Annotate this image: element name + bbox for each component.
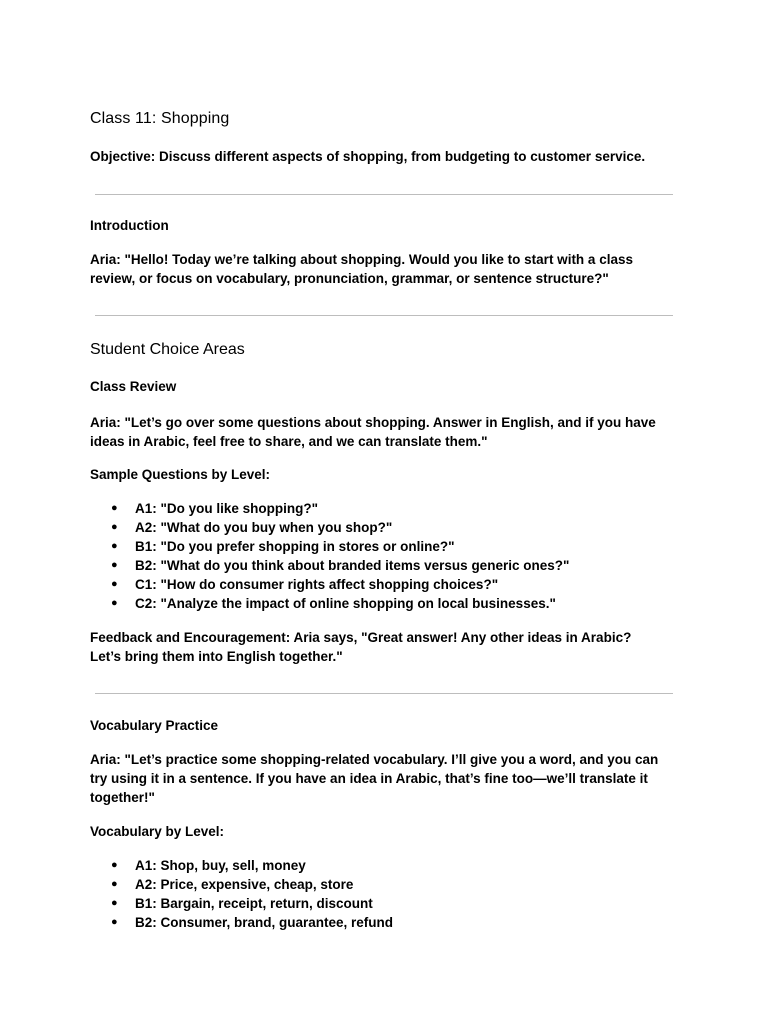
list-item-text: C2: "Analyze the impact of online shopping on local businesses." xyxy=(135,596,556,611)
list-item xyxy=(90,499,569,518)
list-item-text: A1: "Do you like shopping?" xyxy=(135,501,319,516)
introduction-heading: Introduction xyxy=(90,218,169,233)
list-item-text: B1: "Do you prefer shopping in stores or online?" xyxy=(135,539,455,554)
vocabulary-list xyxy=(90,856,393,932)
sample-questions-heading: Sample Questions by Level: xyxy=(90,467,271,482)
bullet-icon: ● xyxy=(111,502,118,514)
divider xyxy=(95,315,673,316)
list-item-text: B2: Consumer, brand, guarantee, refund xyxy=(135,915,394,930)
list-item xyxy=(90,518,569,537)
class-review-heading: Class Review xyxy=(90,379,177,394)
list-item xyxy=(90,894,393,913)
bullet-icon: ● xyxy=(111,559,118,571)
introduction-paragraph-line: review, or focus on vocabulary, pronunciation, grammar, or sentence structure?" xyxy=(90,271,609,286)
bullet-icon: ● xyxy=(111,540,118,552)
objective-text: Objective: Discuss different aspects of shopping, from budgeting to customer service. xyxy=(90,149,646,164)
feedback-paragraph-line: Let’s bring them into English together." xyxy=(90,649,343,664)
bullet-icon: ● xyxy=(111,878,118,890)
bullet-icon: ● xyxy=(111,597,118,609)
list-item-text: B2: "What do you think about branded items versus generic ones?" xyxy=(135,558,570,573)
page-title: Class 11: Shopping xyxy=(90,110,230,127)
list-item xyxy=(90,913,393,932)
vocabulary-paragraph-line: together!" xyxy=(90,790,155,805)
list-item xyxy=(90,856,393,875)
list-item-text: C1: "How do consumer rights affect shopping choices?" xyxy=(135,577,499,592)
bullet-icon: ● xyxy=(111,859,118,871)
list-item xyxy=(90,537,569,556)
introduction-paragraph-line: Aria: "Hello! Today we’re talking about shopping. Would you like to start with a class xyxy=(90,252,633,267)
bullet-icon: ● xyxy=(111,521,118,533)
list-item-text: B1: Bargain, receipt, return, discount xyxy=(135,896,373,911)
class-review-paragraph-line: ideas in Arabic, feel free to share, and we can translate them." xyxy=(90,434,488,449)
divider xyxy=(95,194,673,195)
list-item-text: A2: "What do you buy when you shop?" xyxy=(135,520,393,535)
vocabulary-list-heading: Vocabulary by Level: xyxy=(90,824,225,839)
vocabulary-heading: Vocabulary Practice xyxy=(90,718,219,733)
bullet-icon: ● xyxy=(111,578,118,590)
divider xyxy=(95,693,673,694)
feedback-paragraph-line: Feedback and Encouragement: Aria says, "Great answer! Any other ideas in Arabic? xyxy=(90,630,632,645)
section-heading-student-choice: Student Choice Areas xyxy=(90,341,245,358)
vocabulary-paragraph-line: try using it in a sentence. If you have an idea in Arabic, that’s fine too—we’ll translate it xyxy=(90,771,648,786)
sample-questions-list xyxy=(90,499,569,613)
list-item xyxy=(90,594,569,613)
list-item-text: A2: Price, expensive, cheap, store xyxy=(135,877,354,892)
list-item xyxy=(90,575,569,594)
list-item xyxy=(90,556,569,575)
bullet-icon: ● xyxy=(111,897,118,909)
class-review-paragraph-line: Aria: "Let’s go over some questions about shopping. Answer in English, and if you have xyxy=(90,415,656,430)
list-item-text: A1: Shop, buy, sell, money xyxy=(135,858,306,873)
bullet-icon: ● xyxy=(111,916,118,928)
list-item xyxy=(90,875,393,894)
vocabulary-paragraph-line: Aria: "Let’s practice some shopping-related vocabulary. I’ll give you a word, and you can xyxy=(90,752,659,767)
